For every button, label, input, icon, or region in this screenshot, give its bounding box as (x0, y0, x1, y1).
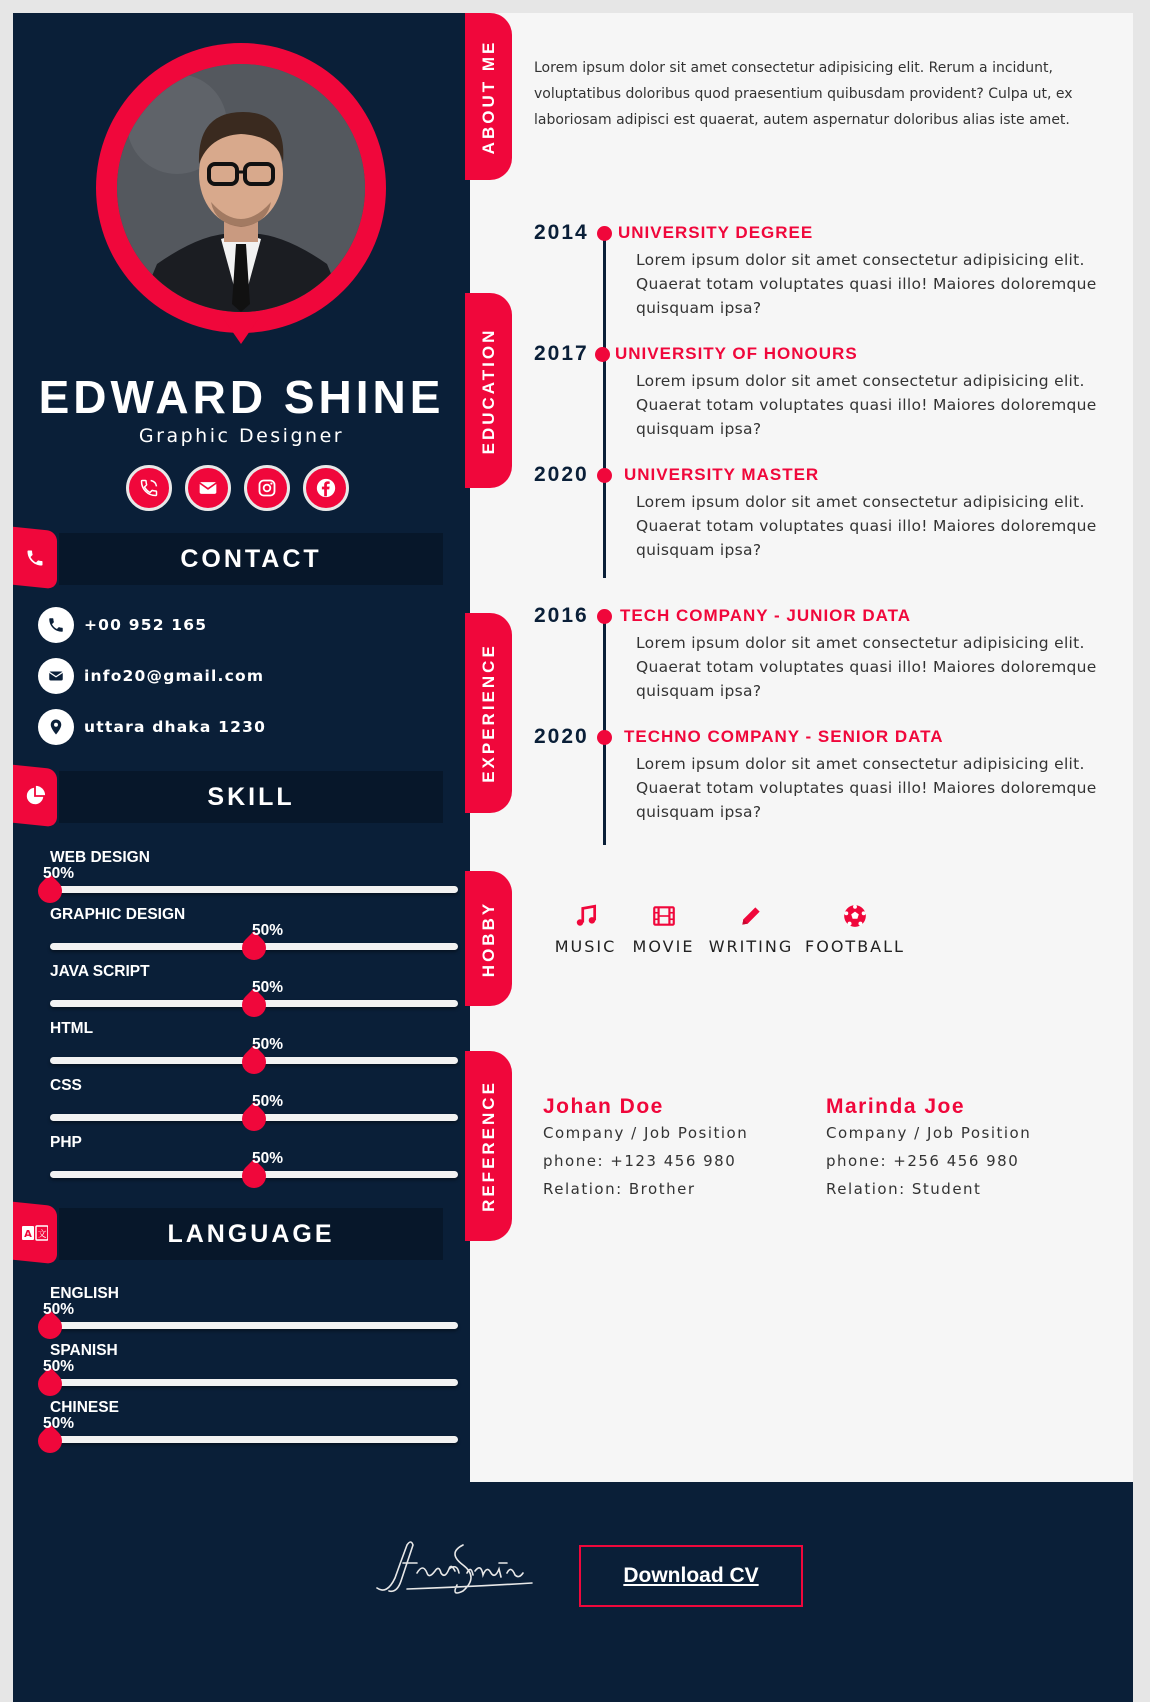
education-desc: Lorem ipsum dolor sit amet consectetur adipisicing elit. Quaerat totam voluptates quasi illo! Maiores doloremque quisquam ipsa? (636, 493, 1097, 559)
contact-heading: CONTACT (59, 533, 443, 585)
phone-icon (139, 478, 159, 498)
profile-title: Graphic Designer (138, 425, 345, 447)
bar-label: WEB DESIGN (50, 849, 150, 866)
bar-track (50, 886, 458, 893)
skill-section-header (13, 771, 443, 823)
hobby-writing (701, 903, 801, 956)
bar-percent: 50% (252, 979, 284, 996)
photo-pointer (223, 318, 259, 344)
facebook-icon (315, 477, 337, 499)
contact-tag (13, 527, 57, 590)
experience-year: 2016 (534, 604, 589, 627)
bar-item (38, 1285, 448, 1340)
experience-title: TECHNO COMPANY - SENIOR DATA (624, 727, 944, 746)
tab-hobby-label: HOBBY (478, 900, 498, 977)
bar-percent: 50% (252, 1150, 284, 1167)
bar-item (38, 849, 448, 904)
contact-phone (38, 607, 207, 643)
bar-label: SPANISH (50, 1342, 118, 1359)
download-cv-button[interactable]: Download CV (579, 1545, 803, 1607)
social-phone-button[interactable] (126, 465, 172, 511)
experience-desc: Lorem ipsum dolor sit amet consectetur adipisicing elit. Quaerat totam voluptates quasi illo! Maiores doloremque quisquam ipsa? (636, 634, 1097, 700)
instagram-icon (257, 478, 277, 498)
contact-location-text: uttara dhaka 1230 (84, 718, 267, 736)
bar-item (38, 1077, 448, 1132)
reference-name: Marinda Joe (826, 1095, 966, 1118)
hobby-football (800, 903, 910, 956)
bar-item (38, 1134, 448, 1189)
skill-tag (13, 765, 57, 828)
signature (367, 1533, 537, 1607)
reference-relation: Relation: Brother (543, 1180, 696, 1198)
bar-track (50, 1322, 458, 1329)
tab-hobby (465, 871, 512, 1006)
pencil-icon (737, 903, 765, 929)
movie-icon (650, 903, 678, 929)
bar-percent: 50% (43, 1301, 75, 1318)
timeline-dot (597, 226, 612, 241)
timeline-dot (597, 730, 612, 745)
bar-label: ENGLISH (50, 1285, 119, 1302)
hobby-label: MUSIC (554, 937, 617, 956)
contact-email (38, 658, 264, 694)
bar-label: JAVA SCRIPT (50, 963, 150, 980)
bar-track (50, 1436, 458, 1443)
timeline-dot (595, 347, 610, 362)
reference-relation: Relation: Student (826, 1180, 982, 1198)
tab-about-me-label: ABOUT ME (478, 39, 498, 154)
contact-location (38, 709, 266, 745)
reference-position: Company / Job Position (543, 1124, 749, 1142)
contact-email-text: info20@gmail.com (84, 667, 265, 685)
tab-about-me (465, 13, 512, 180)
profile-photo (117, 64, 365, 312)
tab-reference (465, 1051, 512, 1241)
reference-card (543, 1095, 813, 1203)
education-year: 2017 (534, 342, 589, 365)
education-timeline-line (603, 233, 606, 578)
translate-icon (22, 1225, 48, 1241)
bar-percent: 50% (43, 865, 75, 882)
contact-section-header (13, 533, 443, 585)
hobby-label: WRITING (708, 937, 794, 956)
about-text: Lorem ipsum dolor sit amet consectetur adipisicing elit. Rerum a incidunt, voluptatibus doloribus quod praesentium quibusdam provident? Culpa ut, ex laboriosam adipisci est quaerat, autem aspernatur doloribus alias iste amet. (534, 60, 1073, 128)
education-title: UNIVERSITY DEGREE (618, 223, 814, 242)
reference-position: Company / Job Position (826, 1124, 1032, 1142)
education-year: 2014 (534, 221, 589, 244)
contact-phone-text: +00 952 165 (84, 616, 208, 634)
reference-phone: phone: +123 456 980 (543, 1152, 737, 1170)
timeline-dot (597, 609, 612, 624)
bar-label: HTML (50, 1020, 94, 1037)
bar-percent: 50% (43, 1358, 75, 1375)
experience-title: TECH COMPANY - JUNIOR DATA (620, 606, 912, 625)
timeline-dot (597, 468, 612, 483)
location-icon (47, 718, 65, 736)
phone-icon (25, 548, 45, 568)
bar-label: CSS (50, 1077, 82, 1094)
bar-percent: 50% (252, 1036, 284, 1053)
football-icon (841, 903, 869, 929)
tab-education-label: EDUCATION (478, 327, 498, 454)
email-icon (198, 478, 218, 498)
bar-label: PHP (50, 1134, 82, 1151)
footer-band (13, 1517, 1133, 1702)
pie-chart-icon (24, 785, 46, 807)
social-links (126, 465, 366, 511)
reference-name: Johan Doe (543, 1095, 664, 1118)
social-instagram-button[interactable] (244, 465, 290, 511)
bar-item (38, 963, 448, 1018)
bar-percent: 50% (252, 1093, 284, 1110)
experience-timeline-line (603, 613, 606, 845)
tab-experience-label: EXPERIENCE (478, 643, 498, 783)
bar-percent: 50% (252, 922, 284, 939)
language-heading: LANGUAGE (59, 1208, 443, 1260)
svg-text:文: 文 (37, 1230, 47, 1240)
hobby-music (543, 903, 628, 956)
tab-education (465, 293, 512, 488)
bar-track (50, 1379, 458, 1386)
bar-percent: 50% (43, 1415, 75, 1432)
svg-text:A: A (24, 1229, 32, 1240)
bar-label: CHINESE (50, 1399, 119, 1416)
tab-reference-label: REFERENCE (478, 1080, 498, 1212)
hobby-label: FOOTBALL (805, 937, 905, 956)
education-desc: Lorem ipsum dolor sit amet consectetur adipisicing elit. Quaerat totam voluptates quasi illo! Maiores doloremque quisquam ipsa? (636, 372, 1097, 438)
music-icon (572, 903, 600, 929)
experience-desc: Lorem ipsum dolor sit amet consectetur adipisicing elit. Quaerat totam voluptates quasi illo! Maiores doloremque quisquam ipsa? (636, 755, 1097, 821)
bar-label: GRAPHIC DESIGN (50, 906, 186, 923)
social-facebook-button[interactable] (303, 465, 349, 511)
phone-icon (47, 616, 65, 634)
reference-card (826, 1095, 1096, 1203)
education-desc: Lorem ipsum dolor sit amet consectetur adipisicing elit. Quaerat totam voluptates quasi illo! Maiores doloremque quisquam ipsa? (636, 251, 1097, 317)
hobby-movie (621, 903, 706, 956)
reference-phone: phone: +256 456 980 (826, 1152, 1020, 1170)
language-section-header (13, 1208, 443, 1260)
education-title: UNIVERSITY MASTER (624, 465, 820, 484)
bar-item (38, 1020, 448, 1075)
bar-item (38, 1399, 448, 1454)
tab-experience (465, 613, 512, 813)
education-title: UNIVERSITY OF HONOURS (615, 344, 858, 363)
hobby-label: MOVIE (632, 937, 695, 956)
email-icon (47, 667, 65, 685)
resume-page (13, 13, 1133, 1702)
skill-heading: SKILL (59, 771, 443, 823)
education-year: 2020 (534, 463, 589, 486)
profile-name: EDWARD SHINE (38, 371, 445, 423)
social-email-button[interactable] (185, 465, 231, 511)
bar-item (38, 1342, 448, 1397)
language-tag (13, 1202, 57, 1265)
experience-year: 2020 (534, 725, 589, 748)
bar-item (38, 906, 448, 961)
